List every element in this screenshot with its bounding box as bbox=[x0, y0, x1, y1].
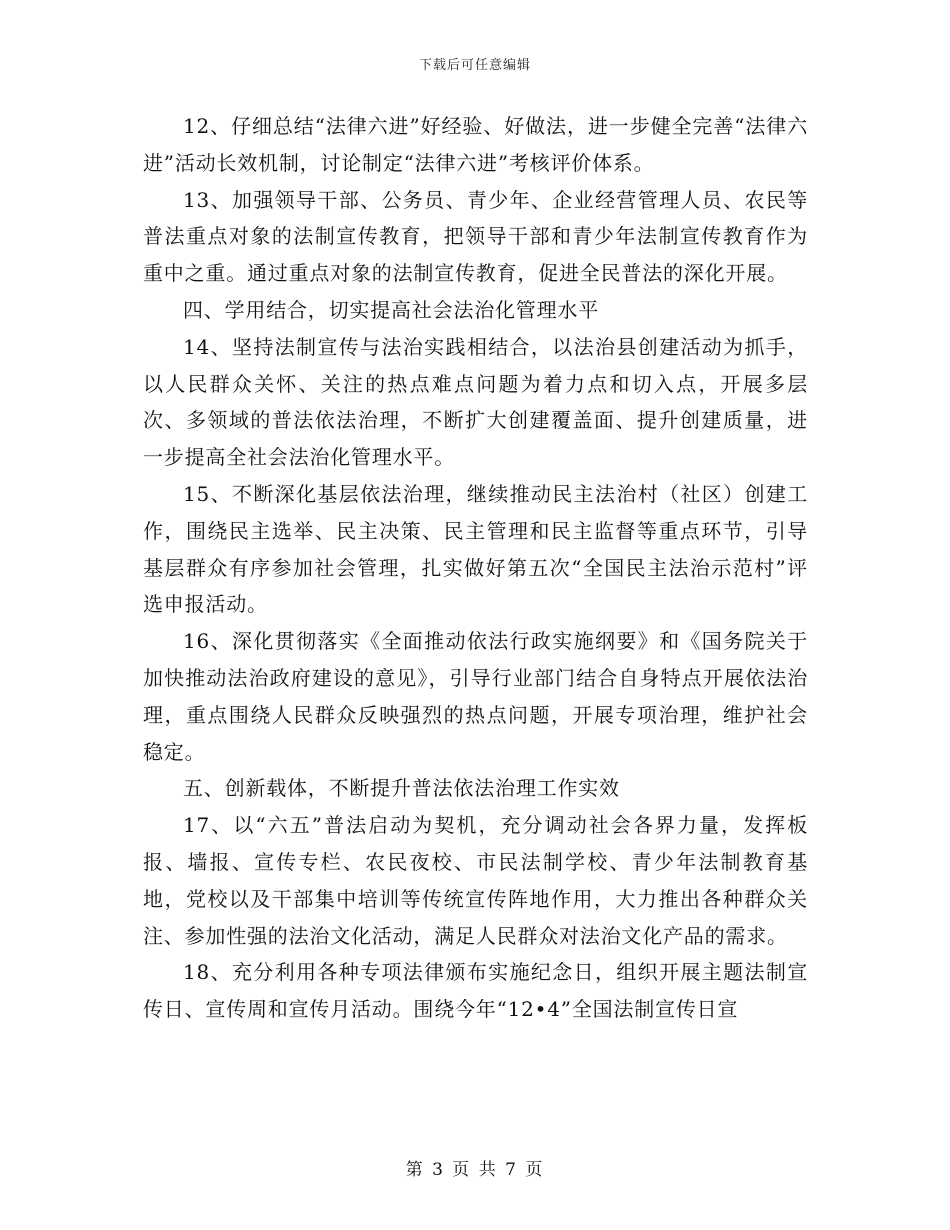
paragraph-13: 13、加强领导干部、公务员、青少年、企业经营管理人员、农民等普法重点对象的法制宣传教育，把领导干部和青少年法制宣传教育作为重中之重。通过重点对象的法制宣传教育，促进全民普法的深化开展。 bbox=[143, 187, 808, 286]
paragraph-18: 18、充分利用各种专项法律颁布实施纪念日，组织开展主题法制宣传日、宣传周和宣传月活动。围绕今年“12•4”全国法制宣传日宣 bbox=[143, 960, 808, 1022]
paragraph-12: 12、仔细总结“法律六进”好经验、好做法，进一步健全完善“法律六进”活动长效机制，讨论制定“法律六进”考核评价体系。 bbox=[143, 114, 808, 175]
page-header-note: 下载后可任意编辑 bbox=[418, 58, 531, 73]
paragraph-16: 16、深化贯彻落实《全面推动依法行政实施纲要》和《国务院关于加快推动法治政府建设的意见》，引导行业部门结合自身特点开展依法治理，重点围绕人民群众反映强烈的热点问题，开展专项治理，维护社会稳定。 bbox=[143, 629, 808, 764]
section-heading-4: 四、学用结合，切实提高社会法治化管理水平 bbox=[183, 297, 599, 322]
paragraph-14: 14、坚持法制宣传与法治实践相结合，以法治县创建活动为抓手，以人民群众关怀、关注的热点难点问题为着力点和切入点，开展多层次、多领域的普法依法治理，不断扩大创建覆盖面、提升创建质量，进一步提高全社会法治化管理水平。 bbox=[143, 334, 808, 470]
section-heading-5: 五、创新载体，不断提升普法依法治理工作实效 bbox=[183, 776, 620, 801]
page-number: 第 3 页 共 7 页 bbox=[405, 1160, 545, 1180]
paragraph-15: 15、不断深化基层依法治理，继续推动民主法治村（社区）创建工作，围绕民主选举、民主决策、民主管理和民主监督等重点环节，引导基层群众有序参加社会管理，扎实做好第五次“全国民主法治示范村”评选申报活动。 bbox=[143, 481, 808, 617]
body-text bbox=[143, 108, 808, 1028]
paragraph-17: 17、以“六五”普法启动为契机，充分调动社会各界力量，发挥板报、墙报、宣传专栏、农民夜校、市民法制学校、青少年法制教育基地，党校以及干部集中培训等传统宣传阵地作用，大力推出各种群众关注、参加性强的法治文化活动，满足人民群众对法治文化产品的需求。 bbox=[143, 813, 808, 948]
